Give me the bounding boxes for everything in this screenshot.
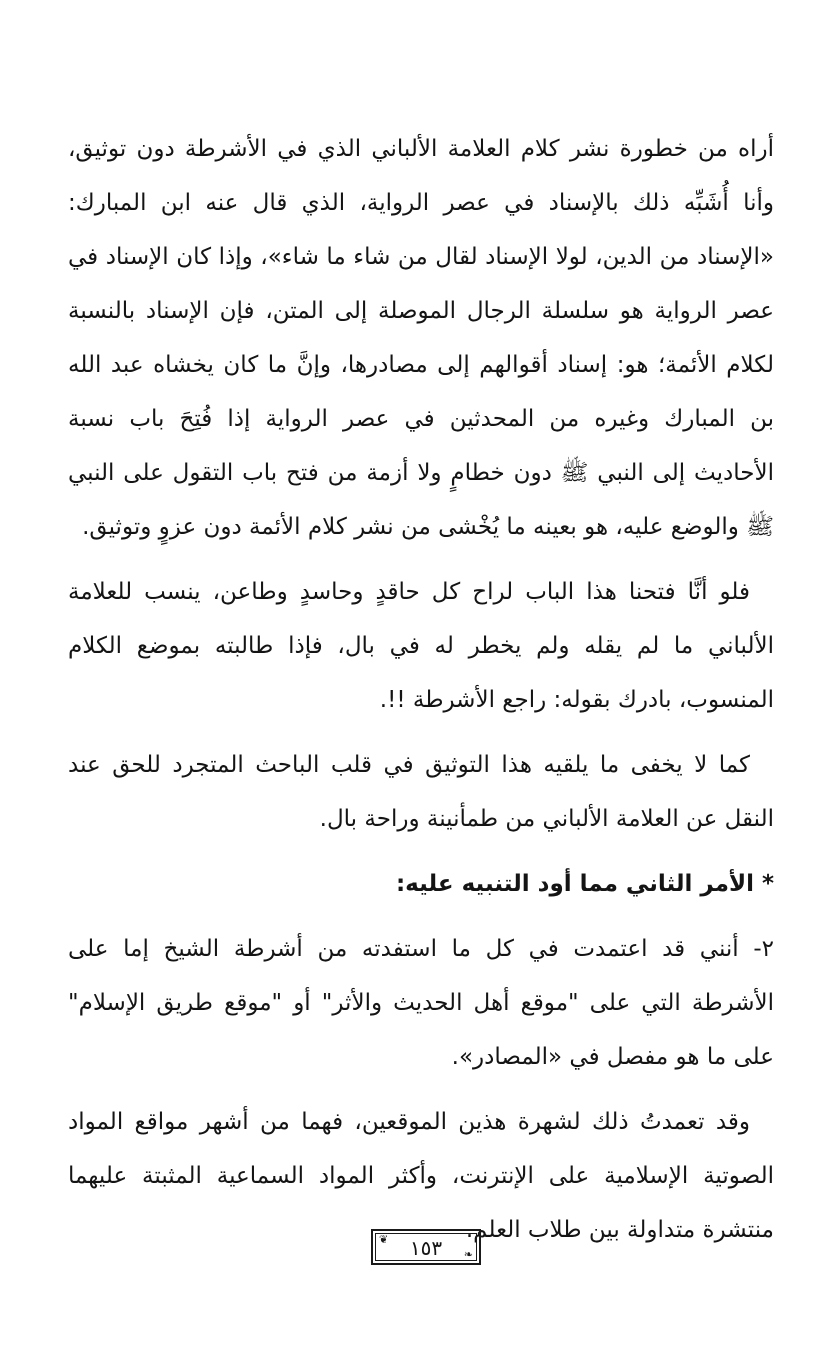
page-number-frame — [371, 1229, 481, 1265]
section-heading: * الأمر الثاني مما أود التنبيه عليه: — [395, 871, 774, 897]
paragraph-1: أراه من خطورة نشر كلام العلامة الألباني الذي في الأشرطة دون توثيق، وأنا أُشَبِّه ذلك بالإسناد في عصر الرواية، الذي قال عنه ابن المبارك: «الإسناد من الدين، لولا الإسناد لقال من شاء ما شاء»، وإذا كان الإسناد في عصر الرواية هو سلسلة الرجال الموصلة إلى المتن، فإن الإسناد بالنسبة لكلام الأئمة؛ هو: إسناد أقوالهم إلى مصادرها، وإنَّ ما كان يخشاه عبد الله بن المبارك وغيره من المحدثين في عصر الرواية إذا فُتِحَ باب نسبة الأحاديث إلى النبي ﷺ دون خطامٍ ولا أزمة من فتح باب التقول على النبي ﷺ والوضع عليه، هو بعينه ما يُخْشى من نشر كلام الأئمة دون عزوٍ وتوثيق. — [68, 136, 774, 540]
paragraph-2: فلو أنَّا فتحنا هذا الباب لراح كل حاقدٍ وحاسدٍ وطاعن، ينسب للعلامة الألباني ما لم يقله ولم يخطر له في بال، فإذا طالبته بموضع الكلام المنسوب، بادرك بقوله: راجع الأشرطة !!. — [68, 579, 774, 713]
page-number: ١٥٣ — [409, 1236, 443, 1260]
floral-ornament-icon: ❦ — [379, 1233, 389, 1246]
floral-ornament-icon: ❧ — [463, 1248, 473, 1261]
paragraph-4: ٢- أنني قد اعتمدت في كل ما استفدته من أشرطة الشيخ إما على الأشرطة التي على "موقع أهل الحديث والأثر" أو "موقع طريق الإسلام" على ما هو مفصل في «المصادر». — [68, 936, 774, 1070]
page-body — [68, 122, 774, 1260]
paragraph-3: كما لا يخفى ما يلقيه هذا التوثيق في قلب الباحث المتجرد للحق عند النقل عن العلامة الألباني من طمأنينة وراحة بال. — [68, 752, 774, 832]
paragraph-5: وقد تعمدتُ ذلك لشهرة هذين الموقعين، فهما من أشهر مواقع المواد الصوتية الإسلامية على الإنترنت، وأكثر المواد السماعية المثبتة عليهما منتشرة متداولة بين طلاب العلم. — [68, 1109, 774, 1243]
